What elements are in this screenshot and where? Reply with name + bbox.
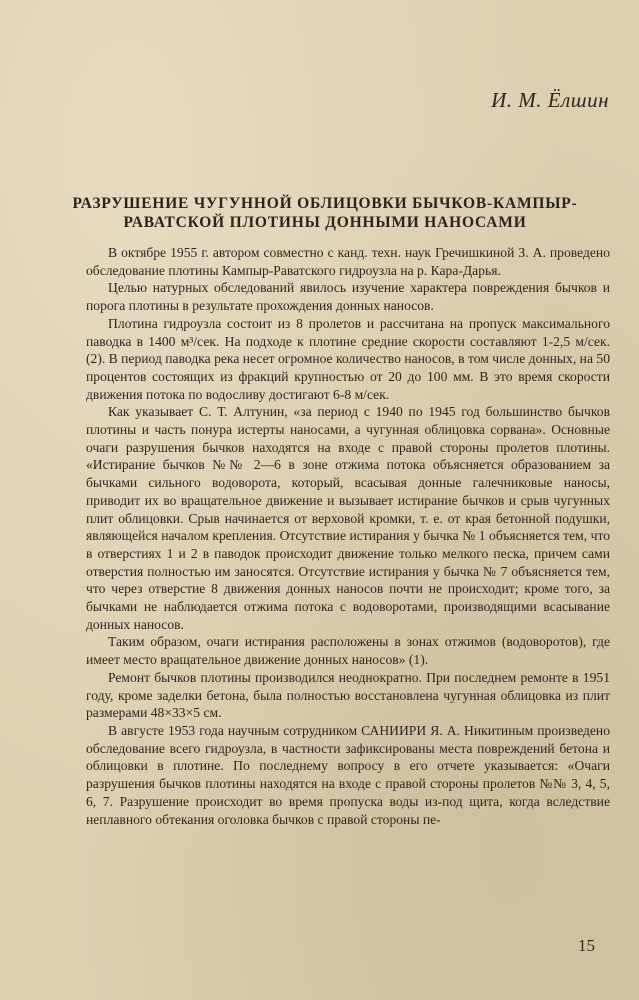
- paragraph: Таким образом, очаги истирания расположены в зонах отжимов (водоворотов), где имеет место вращательное движение донных наносов» (1).: [86, 634, 610, 668]
- page-number: 15: [578, 936, 595, 955]
- paragraph: Целью натурных обследований явилось изучение характера повреждения бычков и порога плотины в результате прохождения донных наносов.: [86, 280, 610, 314]
- paragraph: В августе 1953 года научным сотрудником САНИИРИ Я. А. Никитиным произведено обследование всего гидроузла, в частности зафиксированы места повреждений бетона и облицовки в плотине. По последнему вопросу в его отчете указывается: «Очаги разрушения бычков плотины находятся на входе с правой стороны пролетов №№ 3, 4, 5, 6, 7. Разрушение происходит во время пропуска воды из-под щита, когда вследствие неплавного обтекания оголовка бычков с правой стороны пе-: [86, 722, 610, 827]
- paragraph: В октябре 1955 г. автором совместно с канд. техн. наук Гречишкиной З. А. проведено обследование плотины Кампыр-Раватского гидроузла на р. Кара-Дарья.: [86, 245, 610, 278]
- article-title: РАЗРУШЕНИЕ ЧУГУННОЙ ОБЛИЦОВКИ БЫЧКОВ-КАМПЫР-РАВАТСКОЙ ПЛОТИНЫ ДОННЫМИ НАНОСАМИ: [72, 195, 578, 231]
- paragraph: Ремонт бычков плотины производился неоднократно. При последнем ремонте в 1951 году, кроме заделки бетона, была полностью восстановлена чугунная облицовка из плит размерами 48×33×5 см.: [86, 669, 610, 721]
- article-body: [86, 244, 610, 828]
- author-name: И. М. Ёлшин: [491, 88, 609, 112]
- paragraph: Как указывает С. Т. Алтунин, «за период с 1940 по 1945 год большинство бычков плотины и часть понура истерты наносами, а чугунная облицовка сорвана». Основные очаги разрушения бычков находятся на входе с правой стороны пролетов плотины. «Истирание бычков №№ 2—6 в зоне отжима потока объясняется образованием за бычками сильного водоворота, который, всасывая донные галечниковые наносы, приводит их во вращательное движение и вызывает истирание бычков и срыв чугунных плит облицовки. Срыв начинается от верховой кромки, т. е. от края бетонной подушки, являющейся началом крепления. Отсутствие истирания у бычка № 1 объясняется тем, что в отверстиях 1 и 2 в паводок происходит движение только мелкого песка, причем сами отверстия полностью им заносятся. Отсутствие истирания у бычка № 7 объясняется тем, что через отверстие 8 движения донных наносов почти не происходит; кроме того, за бычками не наблюдается отжима потока с водоворотами, производящими всасывание донных наносов.: [86, 404, 610, 632]
- paragraph: Плотина гидроузла состоит из 8 пролетов и рассчитана на пропуск максимального паводка в 1400 м³/сек. На подходе к плотине средние скорости составляют 1-2,5 м/сек. (2). В период паводка река несет огромное количество наносов, в том числе донных, на 50 процентов состоящих из фракций крупностью от 20 до 100 мм. В это время скорости движения потока по водосливу достигают 6-8 м/сек.: [86, 315, 610, 402]
